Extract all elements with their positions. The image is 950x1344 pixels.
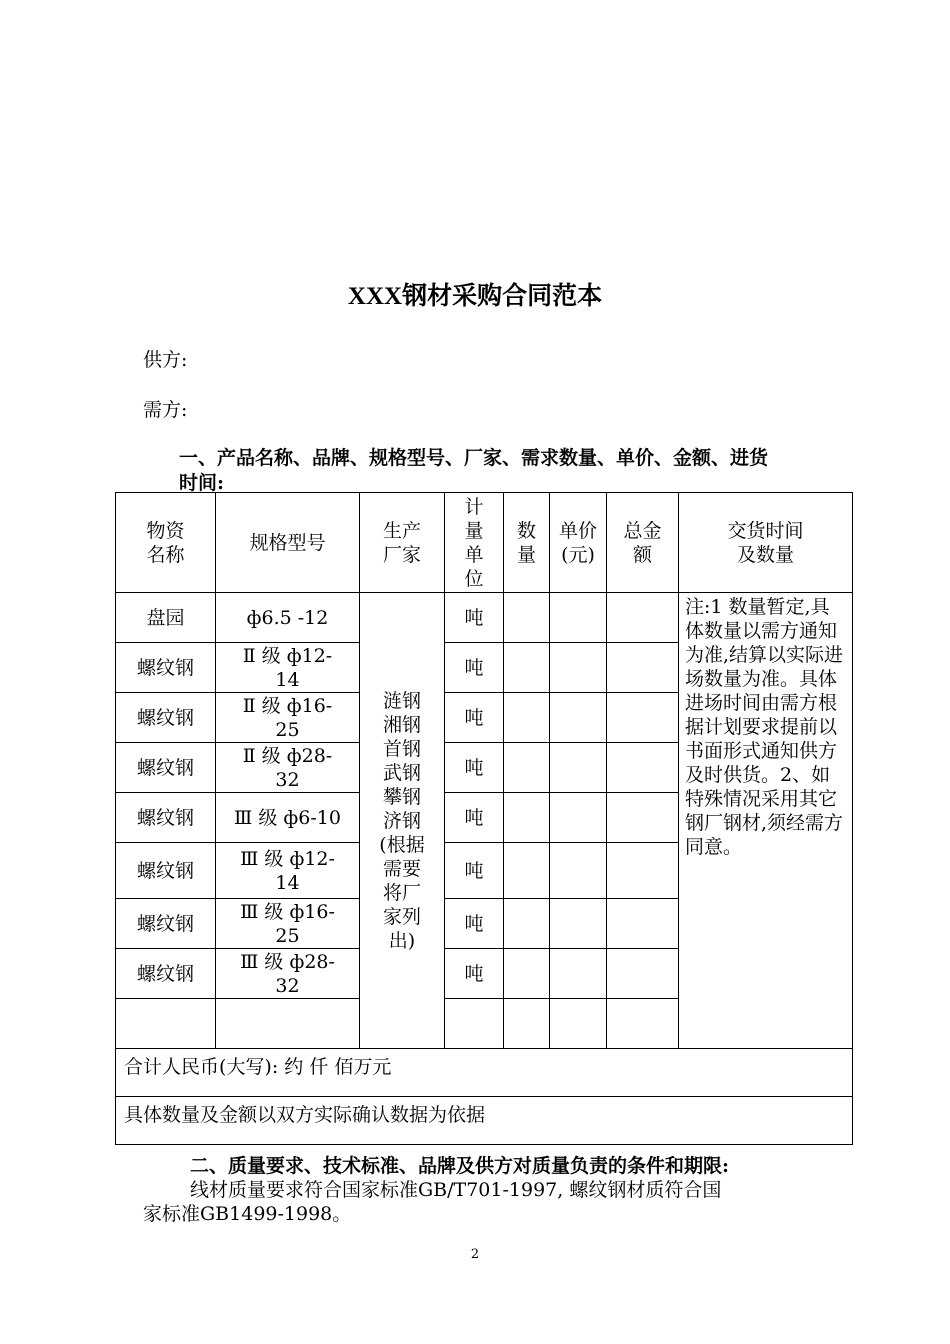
qty-cell (504, 843, 550, 899)
qty-cell (504, 899, 550, 949)
table-row (116, 593, 853, 643)
unit-cell: 吨 (445, 743, 504, 793)
spec-cell: Ⅱ 级 ф28-32 (216, 743, 360, 793)
table-header-row (116, 493, 853, 593)
total-rmb: 合计人民币(大写): 约 仟 佰万元 (116, 1049, 853, 1097)
material-cell: 螺纹钢 (116, 793, 216, 843)
total-cell (607, 693, 679, 743)
basis-note: 具体数量及金额以双方实际确认数据为依据 (116, 1097, 853, 1145)
total-cell (607, 843, 679, 899)
spec-cell: ф6.5 -12 (216, 593, 360, 643)
qty-cell (504, 593, 550, 643)
qty-cell (504, 743, 550, 793)
price-cell (550, 593, 607, 643)
total-cell (607, 643, 679, 693)
material-cell: 螺纹钢 (116, 743, 216, 793)
page-number: 2 (470, 1247, 480, 1262)
qty-cell (504, 693, 550, 743)
material-cell: 螺纹钢 (116, 899, 216, 949)
qty-cell (504, 793, 550, 843)
material-cell: 盘园 (116, 593, 216, 643)
header-total: 总金额 (607, 493, 679, 593)
qty-cell (504, 949, 550, 999)
price-cell (550, 899, 607, 949)
spec-cell: Ⅲ 级 ф28-32 (216, 949, 360, 999)
spec-cell: Ⅱ 级 ф12-14 (216, 643, 360, 693)
material-cell (116, 999, 216, 1049)
material-cell: 螺纹钢 (116, 949, 216, 999)
supplier-label: 供方: (143, 349, 188, 371)
total-cell (607, 743, 679, 793)
unit-cell (445, 999, 504, 1049)
header-spec: 规格型号 (216, 493, 360, 593)
section1-heading-line1: 一、产品名称、品牌、规格型号、厂家、需求数量、单价、金额、进货 (179, 447, 769, 469)
price-cell (550, 999, 607, 1049)
header-qty: 数量 (504, 493, 550, 593)
spec-cell (216, 999, 360, 1049)
total-cell (607, 593, 679, 643)
manufacturer-cell: 涟钢湘钢首钢武钢攀钢济钢(根据需要将厂家列出) (360, 593, 445, 1049)
total-cell (607, 899, 679, 949)
qty-cell (504, 643, 550, 693)
total-row (116, 1049, 853, 1097)
header-unit: 计量单位 (445, 493, 504, 593)
price-cell (550, 949, 607, 999)
material-cell: 螺纹钢 (116, 693, 216, 743)
price-cell (550, 743, 607, 793)
total-cell (607, 949, 679, 999)
section2-body-line2: 家标准GB1499-1998。 (143, 1203, 352, 1225)
spec-cell: Ⅲ 级 ф6-10 (216, 793, 360, 843)
delivery-note: 注:1 数量暂定,具体数量以需方通知为准,结算以实际进场数量为准。具体进场时间由需方根据计划要求提前以书面形式通知供方及时供货。2、如特殊情况采用其它钢厂钢材,须经需方同意。 (679, 593, 853, 1049)
unit-cell: 吨 (445, 793, 504, 843)
price-cell (550, 843, 607, 899)
header-maker: 生产厂家 (360, 493, 445, 593)
price-cell (550, 643, 607, 693)
basis-row (116, 1097, 853, 1145)
unit-cell: 吨 (445, 593, 504, 643)
header-material: 物资名称 (116, 493, 216, 593)
material-cell: 螺纹钢 (116, 843, 216, 899)
spec-cell: Ⅲ 级 ф12-14 (216, 843, 360, 899)
unit-cell: 吨 (445, 693, 504, 743)
spec-cell: Ⅱ 级 ф16-25 (216, 693, 360, 743)
material-cell: 螺纹钢 (116, 643, 216, 693)
section2-body-line1: 线材质量要求符合国家标准GB/T701-1997, 螺纹钢材质符合国 (190, 1179, 722, 1201)
price-cell (550, 793, 607, 843)
spec-cell: Ⅲ 级 ф16-25 (216, 899, 360, 949)
qty-cell (504, 999, 550, 1049)
total-cell (607, 793, 679, 843)
unit-cell: 吨 (445, 949, 504, 999)
section2-heading: 二、质量要求、技术标准、品牌及供方对质量负责的条件和期限: (190, 1155, 730, 1177)
document-title: XXX钢材采购合同范本 (347, 283, 603, 310)
buyer-label: 需方: (143, 399, 188, 421)
procurement-table (115, 492, 853, 1145)
header-price: 单价(元) (550, 493, 607, 593)
unit-cell: 吨 (445, 899, 504, 949)
header-delivery: 交货时间及数量 (679, 493, 853, 593)
price-cell (550, 693, 607, 743)
section1-heading-line2: 时间: (179, 472, 225, 494)
unit-cell: 吨 (445, 843, 504, 899)
total-cell (607, 999, 679, 1049)
unit-cell: 吨 (445, 643, 504, 693)
